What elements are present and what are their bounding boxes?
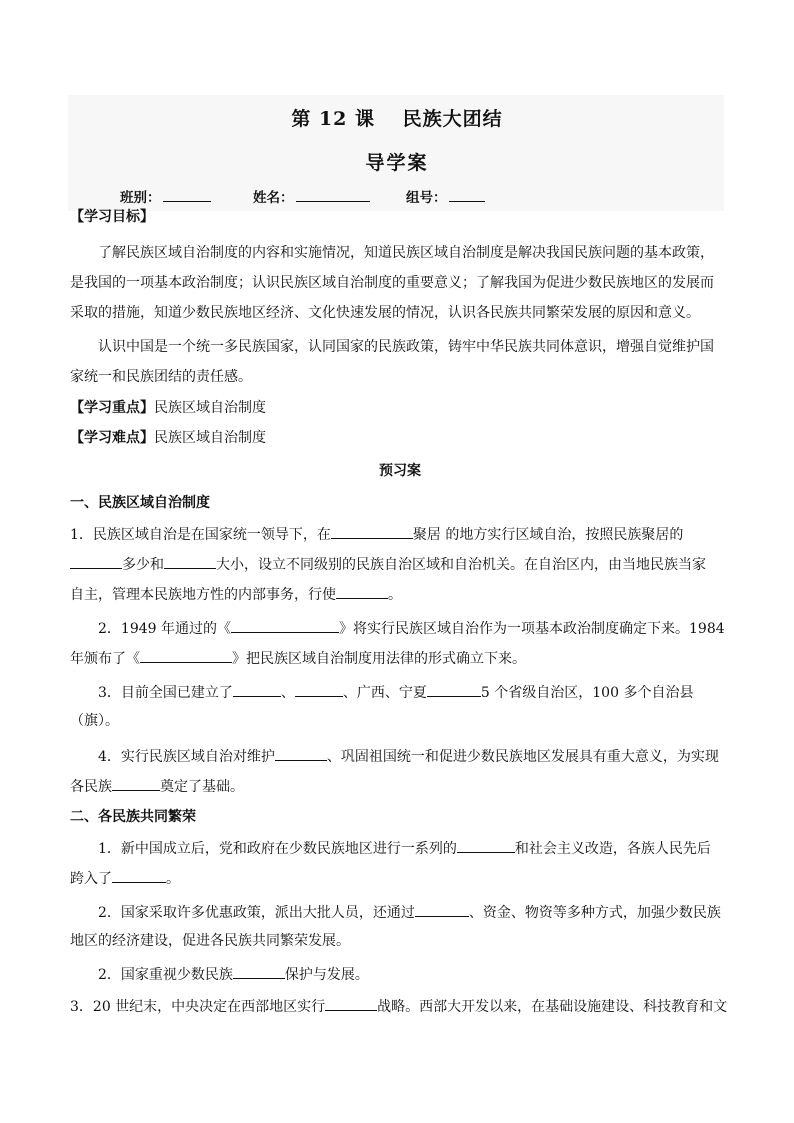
objectives-p1-line3: 采取的措施，知道少数民族地区经济、文化快速发展的情况，认识各民族共同繁荣发展的原因和意义。 xyxy=(70,305,700,321)
s2-q3-text-a: 2．国家重视少数民族 xyxy=(98,967,233,983)
s1-q3-text-c: 、广西、宁夏 xyxy=(342,685,427,701)
key-point xyxy=(70,398,730,418)
difficult-point-text: 民族区域自治制度 xyxy=(154,430,266,446)
s2-q4-text-b: 战略。西部大开发以来，在基础设施建设、科技教育和文 xyxy=(377,999,728,1015)
s1-q3-blank1[interactable] xyxy=(233,681,281,697)
name-label: 姓名： xyxy=(253,190,294,206)
s1-q2-line2 xyxy=(70,647,730,669)
s1-q3-blank3[interactable] xyxy=(427,681,481,697)
objectives-p2-line2: 家统一和民族团结的责任感。 xyxy=(70,369,252,385)
s1-q3-blank2[interactable] xyxy=(295,681,343,697)
name-blank xyxy=(296,187,370,202)
s1-q4-line2 xyxy=(70,775,730,797)
s1-q4-blank1[interactable] xyxy=(275,745,327,761)
s2-q4-line1 xyxy=(70,995,730,1017)
name-field xyxy=(253,186,370,206)
key-point-text: 民族区域自治制度 xyxy=(154,400,266,416)
objectives-p2-line1: 认识中国是一个统一多民族国家，认同国家的民族政策，铸牢中华民族共同体意识，增强自觉维护国 xyxy=(98,339,714,355)
s1-q3-line1 xyxy=(98,681,730,703)
s1-q1-blank1[interactable] xyxy=(331,523,413,539)
section1-heading: 一、民族区域自治制度 xyxy=(70,495,210,511)
s1-q3-text-d: 5 个省级自治区，100 多个自治县 xyxy=(480,685,694,701)
difficult-point xyxy=(70,428,730,448)
objectives-heading: 【学习目标】 xyxy=(70,209,154,225)
s1-q1-text-f: 。 xyxy=(388,587,402,603)
s1-q4-text-a: 4．实行民族区域自治对维护 xyxy=(98,749,275,765)
s1-q4-text-b: 、巩固祖国统一和促进少数民族地区发展具有重大意义，为实现 xyxy=(326,749,719,765)
s2-q3-blank1[interactable] xyxy=(233,963,285,979)
s2-q4-text-a: 3．20 世纪末，中央决定在西部地区实行 xyxy=(70,999,326,1015)
s1-q4-text-d: 奠定了基础。 xyxy=(160,779,244,795)
s1-q4-line1 xyxy=(98,745,730,767)
s2-q1-blank1[interactable] xyxy=(457,837,515,853)
s1-q4-blank2[interactable] xyxy=(112,775,160,791)
s2-q1-blank2[interactable] xyxy=(112,867,166,883)
s1-q1-text-d: 大小，设立不同级别的民族自治区域和自治机关。在自治区内，由当地民族当家 xyxy=(216,557,706,573)
s2-q1-text-b: 和社会主义改造，各族人民先后 xyxy=(514,841,711,857)
s1-q1-blank4[interactable] xyxy=(336,583,388,599)
s1-q1-line3 xyxy=(70,583,730,605)
s2-q3-line1 xyxy=(98,963,730,985)
section2-heading: 二、各民族共同繁荣 xyxy=(70,809,196,825)
s1-q3-text-a: 3．目前全国已建立了 xyxy=(98,685,233,701)
s2-q1-text-d: 。 xyxy=(166,871,180,887)
lesson-subtitle: 导学案 xyxy=(365,152,429,174)
s2-q3-text-b: 保护与发展。 xyxy=(284,967,369,983)
s2-q2-blank1[interactable] xyxy=(415,901,469,917)
s2-q4-blank1[interactable] xyxy=(325,995,377,1011)
class-label: 班别： xyxy=(120,190,161,206)
class-field xyxy=(120,186,211,206)
s1-q3-line2: （旗）。 xyxy=(70,713,119,729)
s1-q2-text-b: 》将实行民族区域自治作为一项基本政治制度确定下来。1984 xyxy=(339,621,725,637)
s1-q1-line2 xyxy=(70,553,730,575)
difficult-point-label: 【学习难点】 xyxy=(70,430,154,446)
s2-q1-line2 xyxy=(70,867,730,889)
s2-q2-text-a: 2．国家采取许多优惠政策，派出大批人员，还通过 xyxy=(98,905,415,921)
s1-q2-text-a: 2．1949 年通过的《 xyxy=(98,621,231,637)
group-label: 组号： xyxy=(406,190,447,206)
s1-q2-text-d: 》把民族区域自治制度用法律的形式确立下来。 xyxy=(232,651,526,667)
s1-q3-text-b: 、 xyxy=(280,685,295,701)
s2-q1-line1 xyxy=(98,837,730,859)
s1-q2-blank1[interactable] xyxy=(231,617,339,633)
s1-q2-blank2[interactable] xyxy=(140,647,232,663)
preview-title: 预习案 xyxy=(379,463,421,479)
s2-q2-line1 xyxy=(98,901,730,923)
s2-q2-line2: 地区的经济建设，促进各民族共同繁荣发展。 xyxy=(70,933,350,949)
class-blank xyxy=(163,187,211,202)
s1-q4-text-c: 各民族 xyxy=(70,779,112,795)
s1-q1-text-b: 聚居 的地方实行区域自治，按照民族聚居的 xyxy=(412,527,684,543)
s2-q1-text-c: 跨入了 xyxy=(70,871,112,887)
s1-q1-text-e: 自主，管理本民族地方性的内部事务，行使 xyxy=(70,587,336,603)
s1-q1-text-a: 1．民族区域自治是在国家统一领导下，在 xyxy=(70,527,331,543)
lesson-title: 第 12 课 民族大团结 xyxy=(291,108,503,130)
s1-q1-line1 xyxy=(70,523,730,545)
s2-q2-text-b: 、资金、物资等多种方式，加强少数民族 xyxy=(468,905,721,921)
s1-q1-text-c: 多少和 xyxy=(122,557,164,573)
s1-q2-text-c: 年颁布了《 xyxy=(70,651,140,667)
group-field xyxy=(406,186,485,206)
objectives-p1-line1: 了解民族区域自治制度的内容和实施情况，知道民族区域自治制度是解决我国民族问题的基本政策， xyxy=(98,245,714,261)
s1-q1-blank2[interactable] xyxy=(70,553,122,569)
s1-q1-blank3[interactable] xyxy=(164,553,216,569)
key-point-label: 【学习重点】 xyxy=(70,400,154,416)
group-blank xyxy=(449,187,485,202)
objectives-p1-line2: 是我国的一项基本政治制度；认识民族区域自治制度的重要意义；了解我国为促进少数民族地区的发展而 xyxy=(70,275,714,291)
s1-q2-line1 xyxy=(98,617,730,639)
s2-q1-text-a: 1．新中国成立后，党和政府在少数民族地区进行一系列的 xyxy=(98,841,457,857)
